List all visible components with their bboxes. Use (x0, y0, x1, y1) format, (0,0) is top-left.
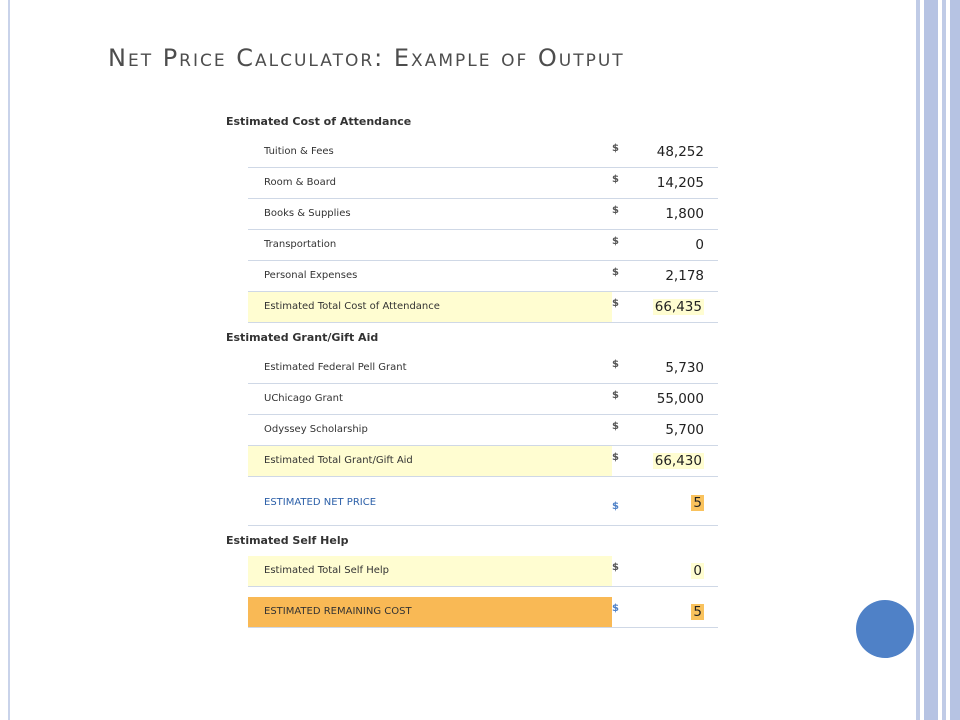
grant-row-pell (248, 353, 718, 384)
net-price-value (691, 481, 704, 525)
currency-symbol: $ (612, 143, 619, 154)
row-value: 1,800 (665, 206, 704, 222)
row-label: Estimated Federal Pell Grant (264, 362, 407, 373)
total-value-text: 0 (693, 563, 702, 579)
currency-symbol: $ (612, 603, 619, 614)
currency-symbol: $ (612, 452, 619, 463)
currency-symbol: $ (612, 267, 619, 278)
row-value: 5,700 (665, 422, 704, 438)
currency-symbol: $ (612, 359, 619, 370)
total-value (653, 292, 704, 322)
cost-row-tuition (248, 137, 718, 168)
total-value-text: 66,435 (654, 299, 702, 315)
row-value: 5,730 (665, 360, 704, 376)
row-label: Room & Board (264, 177, 337, 188)
remaining-cost-row (248, 597, 718, 628)
currency-symbol: $ (612, 421, 619, 432)
net-price-label: ESTIMATED NET PRICE (264, 497, 377, 508)
currency-symbol: $ (612, 390, 619, 401)
currency-symbol: $ (612, 174, 619, 185)
net-price-value-text: 5 (693, 495, 702, 511)
total-value-text: 66,430 (654, 453, 702, 469)
grant-row-odyssey (248, 415, 718, 446)
net-price-row (248, 481, 718, 526)
cost-row-books (248, 199, 718, 230)
left-frame-rule (8, 0, 10, 720)
section-heading-self-help: Estimated Self Help (226, 534, 349, 547)
slide-title: Net Price Calculator: Example of Output (108, 44, 625, 72)
currency-symbol: $ (612, 501, 619, 512)
cost-row-transportation (248, 230, 718, 261)
grant-total-row (248, 446, 718, 477)
grant-row-uchicago (248, 384, 718, 415)
row-value: 55,000 (656, 391, 704, 407)
self-help-total-row (248, 556, 718, 587)
row-value: 0 (695, 237, 704, 253)
total-label: Estimated Total Grant/Gift Aid (248, 446, 612, 476)
remaining-cost-label: ESTIMATED REMAINING COST (248, 597, 612, 627)
cost-row-room-board (248, 168, 718, 199)
row-label: Personal Expenses (264, 270, 358, 281)
right-frame-stripes (916, 0, 960, 720)
currency-symbol: $ (612, 298, 619, 309)
total-label: Estimated Total Self Help (248, 556, 612, 586)
cost-row-personal (248, 261, 718, 292)
row-label: UChicago Grant (264, 393, 343, 404)
row-value: 14,205 (656, 175, 704, 191)
currency-symbol: $ (612, 236, 619, 247)
row-label: Transportation (264, 239, 337, 250)
total-label: Estimated Total Cost of Attendance (248, 292, 612, 322)
cost-total-row (248, 292, 718, 323)
total-value (653, 446, 704, 476)
row-label: Tuition & Fees (264, 146, 334, 157)
remaining-cost-value (691, 597, 704, 627)
row-label: Odyssey Scholarship (264, 424, 368, 435)
row-value: 2,178 (665, 268, 704, 284)
row-label: Books & Supplies (264, 208, 351, 219)
total-value (691, 556, 704, 586)
currency-symbol: $ (612, 562, 619, 573)
section-heading-cost: Estimated Cost of Attendance (226, 115, 412, 128)
section-heading-grant: Estimated Grant/Gift Aid (226, 331, 379, 344)
row-value: 48,252 (656, 144, 704, 160)
remaining-cost-value-text: 5 (693, 604, 702, 620)
decorative-circle (856, 600, 914, 658)
currency-symbol: $ (612, 205, 619, 216)
net-price-output-table (226, 107, 720, 628)
